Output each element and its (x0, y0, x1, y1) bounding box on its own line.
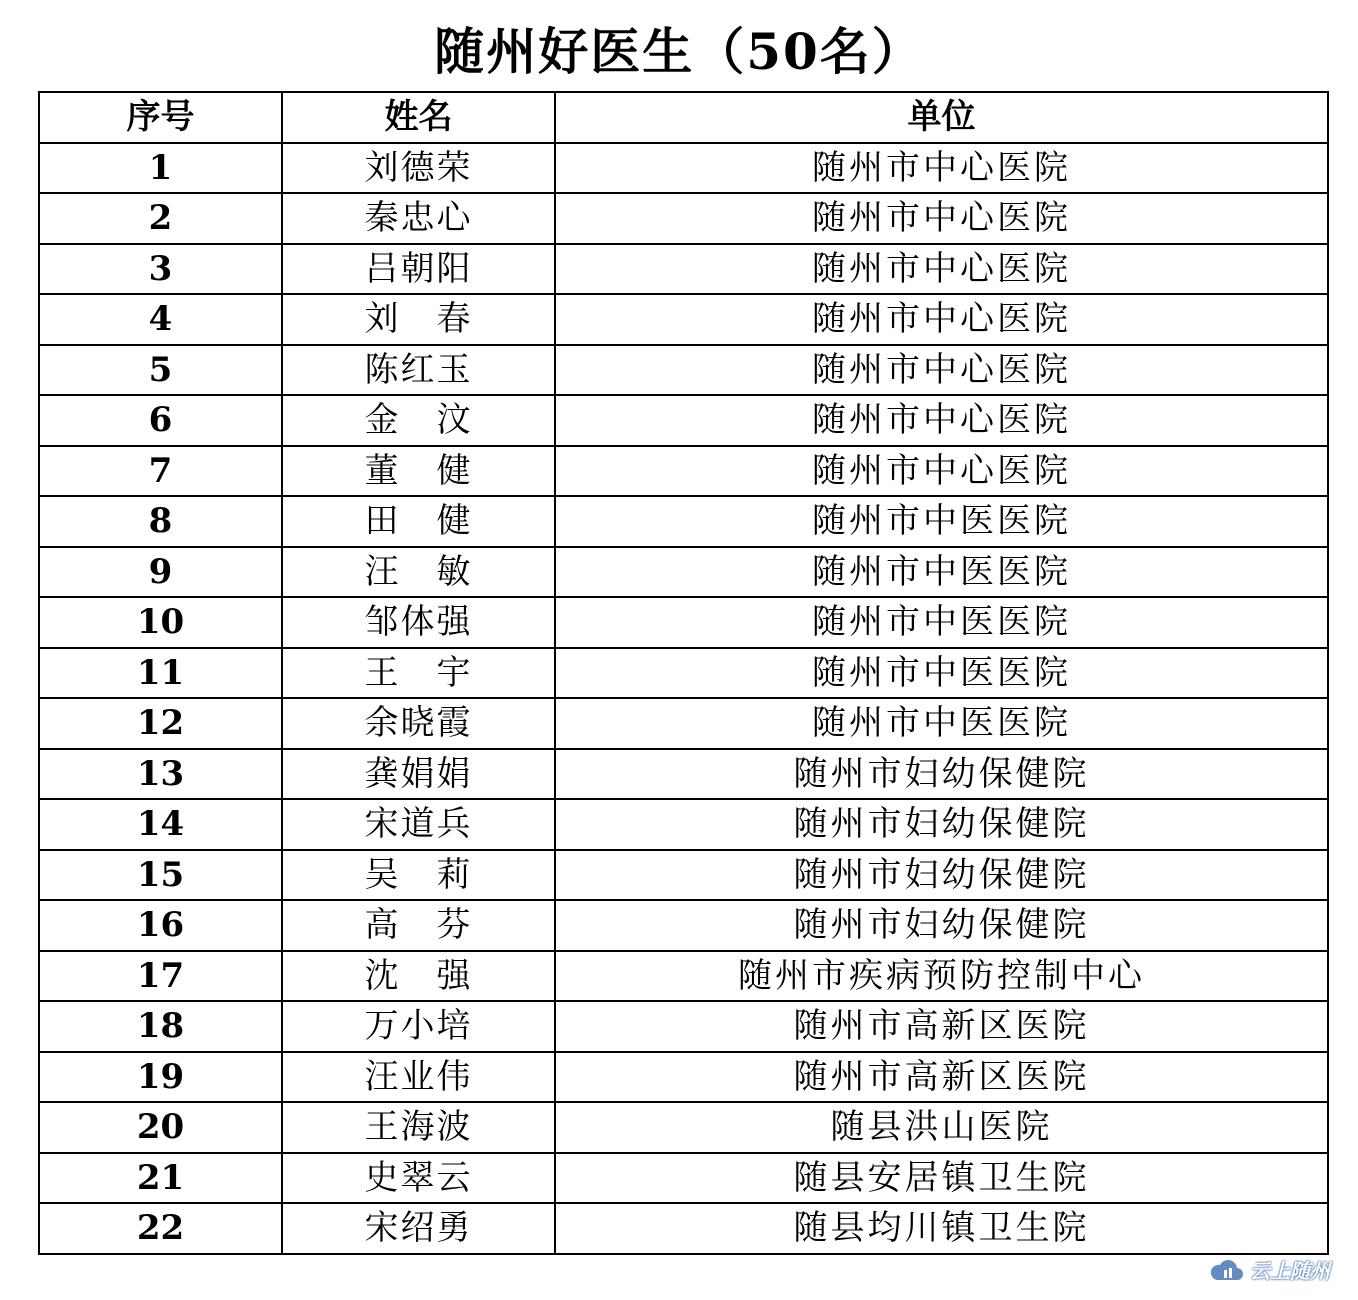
table-row (39, 143, 1328, 194)
table-row (39, 496, 1328, 547)
row-unit: 随州市妇幼保健院 (555, 749, 1328, 800)
row-number: 5 (39, 345, 282, 396)
row-unit: 随州市妇幼保健院 (555, 799, 1328, 850)
row-number: 8 (39, 496, 282, 547)
row-unit: 随州市高新区医院 (555, 1052, 1328, 1103)
row-unit: 随县洪山医院 (555, 1102, 1328, 1153)
row-unit: 随州市中心医院 (555, 244, 1328, 295)
page-title: 随州好医生（50名） (434, 22, 924, 81)
table-row (39, 799, 1328, 850)
table-row (39, 850, 1328, 901)
table-row (39, 698, 1328, 749)
row-unit: 随州市中心医院 (555, 294, 1328, 345)
table-row (39, 244, 1328, 295)
table-row (39, 1203, 1328, 1254)
header-unit: 单位 (555, 92, 1328, 143)
table-row (39, 446, 1328, 497)
row-name: 董 健 (282, 446, 555, 497)
row-name: 秦忠心 (282, 193, 555, 244)
row-name: 邹体强 (282, 597, 555, 648)
row-number: 2 (39, 193, 282, 244)
row-unit: 随州市中心医院 (555, 345, 1328, 396)
table-header-row (39, 92, 1328, 143)
row-name: 余晓霞 (282, 698, 555, 749)
table-row (39, 345, 1328, 396)
row-number: 9 (39, 547, 282, 598)
row-unit: 随州市中心医院 (555, 395, 1328, 446)
table-row (39, 1153, 1328, 1204)
row-name: 刘德荣 (282, 143, 555, 194)
row-name: 沈 强 (282, 951, 555, 1002)
table-row (39, 951, 1328, 1002)
row-name: 王海波 (282, 1102, 555, 1153)
row-unit: 随县安居镇卫生院 (555, 1153, 1328, 1204)
row-name: 宋绍勇 (282, 1203, 555, 1254)
table-row (39, 1102, 1328, 1153)
doctor-roster-table (38, 91, 1329, 1255)
table-body (39, 143, 1328, 1254)
row-unit: 随州市中医医院 (555, 496, 1328, 547)
watermark-text: 云上随州 (1250, 1259, 1330, 1283)
row-number: 12 (39, 698, 282, 749)
watermark-logo (1208, 1255, 1330, 1284)
row-name: 万小培 (282, 1001, 555, 1052)
table-row (39, 597, 1328, 648)
table-row (39, 648, 1328, 699)
table-row (39, 294, 1328, 345)
table-row (39, 1001, 1328, 1052)
table-row (39, 1052, 1328, 1103)
row-number: 16 (39, 900, 282, 951)
row-unit: 随州市中医医院 (555, 648, 1328, 699)
row-unit: 随州市高新区医院 (555, 1001, 1328, 1052)
row-name: 吕朝阳 (282, 244, 555, 295)
row-name: 史翠云 (282, 1153, 555, 1204)
row-number: 14 (39, 799, 282, 850)
row-number: 15 (39, 850, 282, 901)
row-number: 13 (39, 749, 282, 800)
header-number: 序号 (39, 92, 282, 143)
row-unit: 随州市中医医院 (555, 547, 1328, 598)
row-unit: 随州市中心医院 (555, 143, 1328, 194)
row-name: 汪 敏 (282, 547, 555, 598)
row-number: 6 (39, 395, 282, 446)
row-number: 11 (39, 648, 282, 699)
header-name: 姓名 (282, 92, 555, 143)
row-number: 21 (39, 1153, 282, 1204)
row-name: 高 芬 (282, 900, 555, 951)
row-unit: 随县均川镇卫生院 (555, 1203, 1328, 1254)
row-number: 3 (39, 244, 282, 295)
table-row (39, 395, 1328, 446)
row-number: 19 (39, 1052, 282, 1103)
row-unit: 随州市中医医院 (555, 698, 1328, 749)
row-name: 吴 莉 (282, 850, 555, 901)
row-number: 4 (39, 294, 282, 345)
row-unit: 随州市疾病预防控制中心 (555, 951, 1328, 1002)
row-name: 陈红玉 (282, 345, 555, 396)
row-number: 7 (39, 446, 282, 497)
row-name: 宋道兵 (282, 799, 555, 850)
table-row (39, 547, 1328, 598)
row-unit: 随州市中心医院 (555, 193, 1328, 244)
row-number: 20 (39, 1102, 282, 1153)
row-number: 1 (39, 143, 282, 194)
row-name: 王 宇 (282, 648, 555, 699)
row-number: 17 (39, 951, 282, 1002)
row-unit: 随州市妇幼保健院 (555, 900, 1328, 951)
row-name: 龚娟娟 (282, 749, 555, 800)
row-unit: 随州市妇幼保健院 (555, 850, 1328, 901)
table-row (39, 193, 1328, 244)
row-unit: 随州市中医医院 (555, 597, 1328, 648)
row-number: 10 (39, 597, 282, 648)
table-row (39, 749, 1328, 800)
row-unit: 随州市中心医院 (555, 446, 1328, 497)
row-name: 汪业伟 (282, 1052, 555, 1103)
cloud-icon (1208, 1258, 1244, 1282)
row-name: 刘 春 (282, 294, 555, 345)
row-number: 18 (39, 1001, 282, 1052)
row-name: 金 汶 (282, 395, 555, 446)
row-number: 22 (39, 1203, 282, 1254)
row-name: 田 健 (282, 496, 555, 547)
table-row (39, 900, 1328, 951)
